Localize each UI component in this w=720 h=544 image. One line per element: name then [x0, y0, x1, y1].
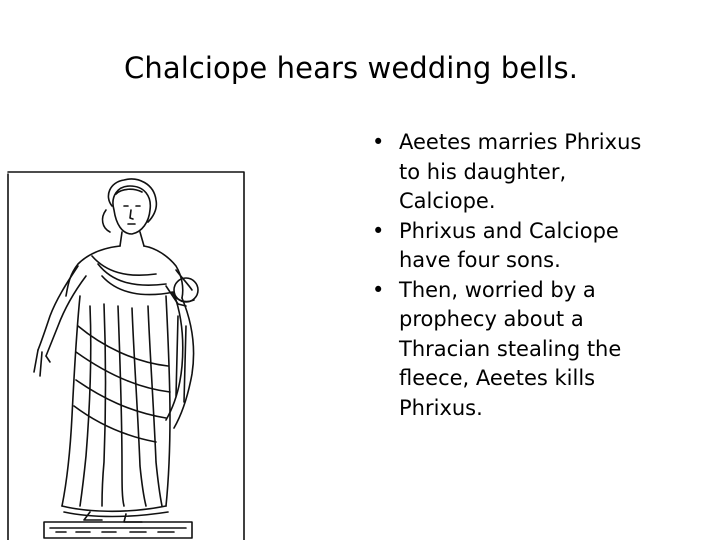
- bullet-line: have four sons.: [399, 248, 561, 272]
- bullet-line: fleece, Aeetes kills: [399, 366, 596, 390]
- bullet-line: to his daughter,: [399, 159, 567, 184]
- statue-illustration: [6, 166, 248, 540]
- bullet-line: Phrixus and Calciope: [399, 218, 619, 243]
- bullet-list: [372, 128, 702, 423]
- bullet-line: Thracian stealing the: [399, 336, 622, 361]
- bullet-item: [372, 217, 702, 276]
- statue-drawing: [6, 166, 248, 540]
- bullet-marker: •: [372, 218, 385, 243]
- bullet-line: Calciope.: [399, 189, 496, 213]
- bullet-line: prophecy about a: [399, 307, 584, 331]
- bullet-line: Phrixus.: [399, 395, 483, 420]
- bullet-line: Aeetes marries Phrixus: [399, 130, 642, 154]
- bullet-item: [372, 276, 702, 424]
- bullet-marker: •: [372, 277, 385, 302]
- bullet-item: [372, 128, 702, 217]
- bullet-line: Then, worried by a: [399, 277, 596, 302]
- bullet-marker: •: [372, 130, 385, 154]
- slide-title: Chalciope hears wedding bells.: [124, 51, 579, 85]
